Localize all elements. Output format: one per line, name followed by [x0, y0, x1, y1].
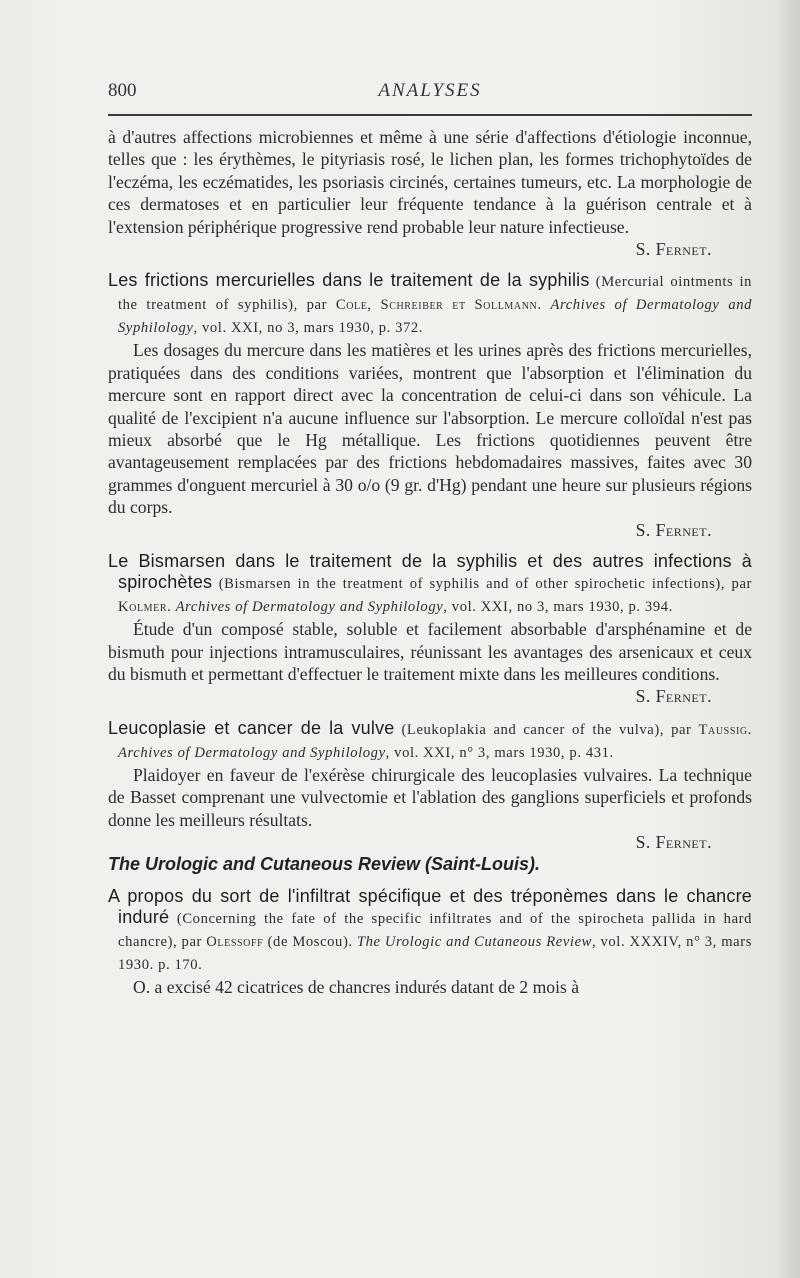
article-heading: Les frictions mercurielles dans le traitement de la syphilis (Mercurial ointments in the treatment of syphilis), par Cole, Schreiber et Sollmann. Archives of Dermatology and Syphilology, vol. XXI, no 3, mars 1930, p. 372. — [108, 270, 753, 337]
article-body: Étude d'un composé stable, soluble et facilement absorbable d'arsphénamine et de bismuth pour injections intramusculaires, réunissant les avantages des arsenicaux et ceux du bismuth et permettant d'effectuer le traitement mixte dans les meilleures conditions. — [108, 619, 752, 684]
article-heading: Leucoplasie et cancer de la vulve (Leukoplakia and cancer of the vulva), par Taussig. Archives of Dermatology and Syphilology, vol. XXI, n° 3, mars 1930, p. 431. — [108, 717, 752, 761]
header-rule — [108, 114, 752, 116]
article-heading: A propos du sort de l'infiltrat spécifique et des tréponèmes dans le chancre induré (Concerning the fate of the specific infiltrates and of the spirocheta pallida in hard chancre), par Olessoff (de Moscou). The Urologic and Cutaneous Review, vol. XXXIV, n° 3, mars 1930. p. 170. — [108, 885, 752, 973]
article-ref: (Concerning the fate of the specific infiltrates and of the spirocheta pallida in hard chancre), par — [118, 910, 752, 950]
article-body: Plaidoyer en faveur de l'exérèse chirurgicale des leucoplasies vulvaires. La technique de Basset comprenant une vulvectomie et l'ablation des ganglions superficiels et profonds donne les meilleurs résultats. — [108, 764, 752, 830]
article-journal: Archives of Dermatology and Syphilology — [175, 599, 444, 616]
article-title: Les frictions mercurielles dans le traitement de la syphilis — [108, 270, 590, 291]
article-authors: Cole, Schreiber et Sollmann — [335, 297, 538, 314]
journal-heading: The Urologic and Cutaneous Review (Saint-Louis). — [108, 854, 541, 875]
article-journal: Archives of Dermatology and Syphilology — [118, 744, 386, 761]
article-journal: The Urologic and Cutaneous Review — [356, 933, 592, 950]
article-ref: (Leukoplakia and cancer of the vulva), par — [394, 721, 699, 738]
article-journal: Archives of Dermatology and Syphilology — [118, 297, 753, 337]
article-signature: S. Fernet. — [635, 831, 712, 852]
article-heading: Le Bismarsen dans le traitement de la syphilis et des autres infections à spirochètes (Bismarsen in the treatment of syphilis and of other spirochetic infections), par Kolmer. Archives of Dermatology and Syphilology, vol. XXI, no 3, mars 1930, p. 394. — [108, 551, 752, 616]
page-header — [108, 80, 752, 104]
article-4 — [108, 886, 752, 998]
intro-signature: S. Fernet. — [635, 239, 712, 260]
article-authors: Kolmer — [118, 599, 168, 616]
article-title: Leucoplasie et cancer de la vulve — [108, 717, 395, 738]
article-title: A propos du sort de l'infiltrat spécifique et des tréponèmes dans le chancre induré — [108, 885, 752, 927]
running-head: ANALYSES — [378, 80, 482, 101]
article-authors: Taussig — [698, 721, 748, 738]
article-1 — [108, 270, 752, 541]
page-number: 800 — [108, 80, 137, 101]
article-3 — [108, 718, 752, 854]
article-title: Le Bismarsen dans le traitement de la syphilis et des autres infections à spirochètes — [108, 551, 752, 593]
article-ref: (Mercurial ointments in the treatment of syphilis), par — [118, 274, 752, 314]
intro-paragraph: à d'autres affections microbiennes et même à une série d'affections d'étiologie inconnue, telles que : les érythèmes, le pityriasis rosé, le lichen plan, les formes trichophytoïdes de l'eczéma, les eczématides, les psoriasis circinés, certaines tumeurs, etc. La morphologie de ces dermatoses et en particulier leur fréquente tendance à la guérison centrale et à l'extension périphérique progressive rend probable leur nature infectieuse. — [108, 127, 752, 237]
article-signature: S. Fernet. — [635, 519, 712, 540]
page-content — [108, 126, 752, 998]
article-2 — [108, 551, 752, 708]
article-authors: Olessoff — [206, 933, 264, 950]
article-body: O. a excisé 42 cicatrices de chancres indurés datant de 2 mois à — [133, 976, 580, 997]
article-ref: (Bismarsen in the treatment of syphilis and of other spirochetic infections), par — [212, 576, 752, 593]
article-body: Les dosages du mercure dans les matières et les urines après des frictions mercurielles, pratiquées dans des conditions variées, montrent que l'absorption et l'élimination du mercure sont en rapport direct avec la concentration de celui-ci dans son véhicule. La qualité de l'excipient n'a aucune influence sur l'absorption. Le mercure colloïdal n'est pas mieux absorbé que le Hg métallique. Les frictions quotidiennes peuvent être avantageusement remplacées par des frictions hebdomadaires massives, faites avec 30 grammes d'onguent mercuriel à 30 o/o (9 gr. d'Hg) pendant une heure sur plusieurs régions du corps. — [108, 340, 752, 518]
article-signature: S. Fernet. — [635, 686, 712, 707]
